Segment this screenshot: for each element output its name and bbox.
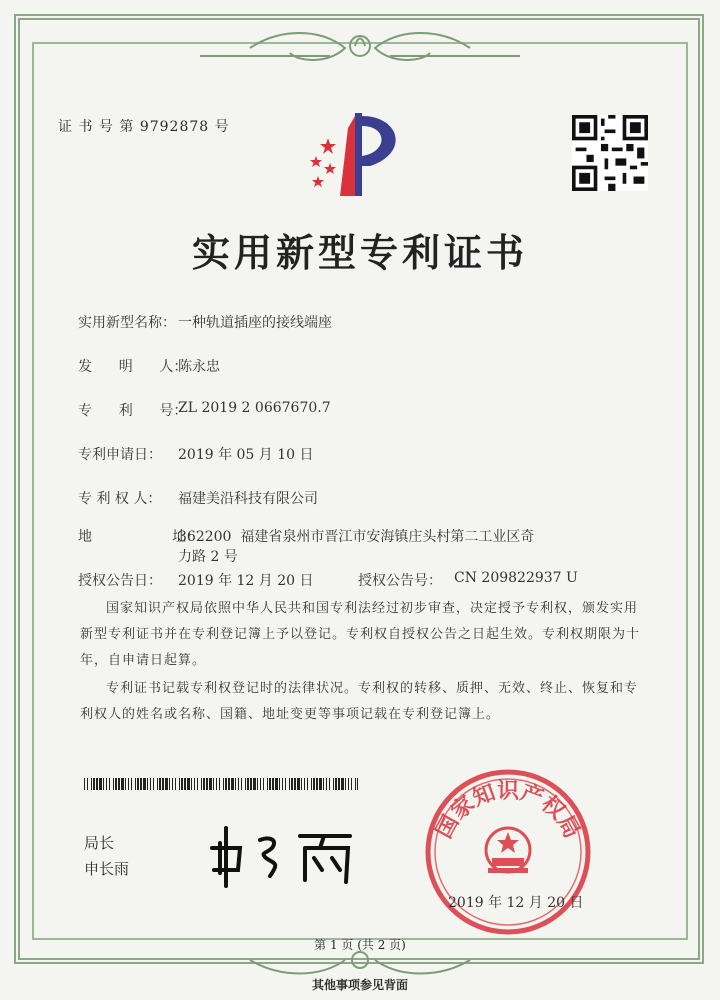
patent-number: ZL 2019 2 0667670.7 (178, 400, 331, 416)
application-date-label: 专利申请日： (78, 447, 162, 463)
certificate-number-suffix: 号 (214, 119, 230, 135)
director-name: 申长雨 (84, 860, 130, 878)
qr-code[interactable] (572, 115, 648, 191)
utility-model-name-label: 实用新型名称： (78, 315, 176, 331)
director-signature (200, 818, 370, 888)
address-line-2: 力路 2 号 (178, 549, 238, 565)
grant-date-label: 授权公告日： (78, 573, 162, 589)
application-date: 2019 年 05 月 10 日 (178, 447, 314, 463)
barcode (84, 778, 358, 790)
certificate-number-label: 证 书 号 第 (58, 119, 135, 135)
grant-statement: 国家知识产权局依照中华人民共和国专利法经过初步审查，决定授予专利权，颁发实用新型专利证书并在专利登记簿上予以登记。专利权自授权公告之日起生效。专利权期限为十年，自申请日起算。 (80, 601, 641, 668)
patent-office-logo (300, 108, 420, 203)
patent-number-label: 专 利 号： (78, 403, 188, 419)
utility-model-name: 一种轨道插座的接线端座 (178, 315, 332, 331)
patentee-name: 福建美沿科技有限公司 (178, 491, 318, 507)
certificate-number (58, 116, 230, 136)
grant-number: CN 209822937 U (454, 570, 578, 586)
grant-date: 2019 年 12 月 20 日 (178, 573, 314, 589)
official-seal (418, 762, 598, 942)
inventor-label: 发 明 人： (78, 359, 188, 375)
grant-number-label: 授权公告号： (358, 573, 442, 589)
certificate-title: 实用新型专利证书 (191, 230, 528, 275)
certificate-number-value: 9792878 (139, 119, 210, 135)
seal-text: 国家知识产权局 (431, 779, 585, 843)
patentee-label: 专 利 权 人： (78, 491, 162, 507)
page-indicator: 第 1 页 (共 2 页) (314, 938, 406, 952)
top-ornament (0, 18, 720, 78)
address-label: 地 址： (78, 529, 201, 545)
seal-date: 2019 年 12 月 20 日 (448, 895, 584, 911)
back-side-note: 其他事项参见背面 (311, 978, 408, 992)
director-title: 局长 (84, 834, 115, 852)
inventor-name: 陈永忠 (178, 359, 220, 375)
address-line-1: 362200 福建省泉州市晋江市安海镇庄头村第二工业区奇 (178, 529, 535, 545)
legal-status-statement: 专利证书记载专利权登记时的法律状况。专利权的转移、质押、无效、终止、恢复和专利权人的姓名或名称、国籍、地址变更等事项记载在专利登记簿上。 (80, 681, 639, 722)
